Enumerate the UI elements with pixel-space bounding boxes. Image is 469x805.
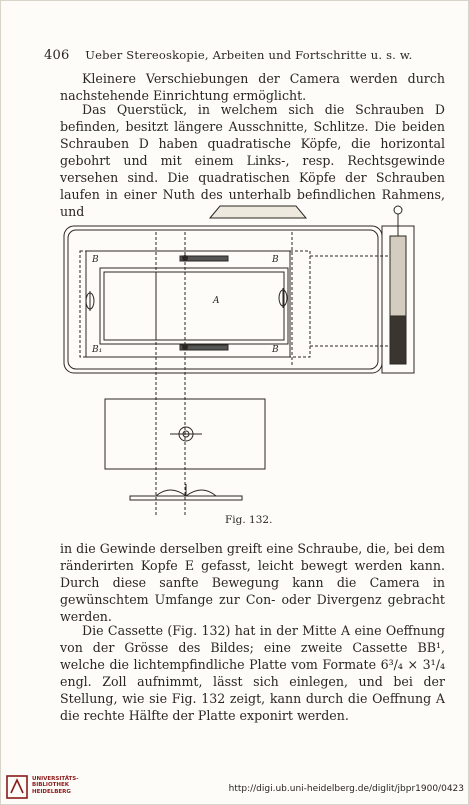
label-b1-bottom-left: B₁ bbox=[92, 345, 103, 355]
running-header bbox=[44, 48, 444, 63]
running-title: Ueber Stereoskopie, Arbeiten und Fortschritte u. s. w. bbox=[85, 48, 413, 62]
label-b-top-left: B bbox=[92, 255, 99, 265]
footer bbox=[0, 768, 469, 805]
paragraph-4: Die Cassette (Fig. 132) hat in der Mitte A eine Oeffnung von der Grösse des Bildes; eine zweite Cassette BB¹, welche die lichtempfindliche Platte vom Formate 6³/₄ × 3¹/₄ engl. Zoll aufnimmt, lässt sich einlegen, und bei der Stellung, wie sie Fig. 132 zeigt, kann durch die Oeffnung A die rechte Hälfte der Platte exponirt werden. bbox=[60, 623, 445, 723]
cassette-drawing bbox=[60, 196, 445, 526]
source-url-link[interactable]: http://digi.ub.uni-heidelberg.de/diglit/jbpr1900/0423 bbox=[228, 784, 464, 794]
paragraph-1: Kleinere Verschiebungen der Camera werden durch nachstehende Einrichtung ermöglicht. bbox=[60, 71, 445, 103]
figure-132 bbox=[60, 196, 445, 526]
label-b-bottom-right: B bbox=[272, 345, 279, 355]
library-name: UNIVERSITÄTS- BIBLIOTHEK HEIDELBERG bbox=[32, 776, 79, 795]
label-b-top-right: B bbox=[272, 255, 279, 265]
figure-caption: Fig. 132. bbox=[225, 514, 273, 526]
library-logo-icon bbox=[6, 775, 28, 799]
paragraph-2: Das Querstück, in welchem sich die Schrauben D befinden, besitzt längere Ausschnitte, Schlitze. Die beiden Schrauben D haben quadratische Köpfe, die horizontal gebohrt und mit einem Links-, resp. Rechtsgewinde versehen sind. Die quadratischen Köpfe der Schrauben laufen in einer Nuth des unterhalb befindlichen Rahmens, und bbox=[60, 102, 445, 219]
page-number: 406 bbox=[44, 48, 70, 63]
paragraph-3: in die Gewinde derselben greift eine Schraube, die, bei dem ränderirten Kopfe E gefasst, leicht bewegt werden kann. Durch diese sanfte Bewegung kann die Camera in gewünschtem Umfange zur Con- oder Divergenz gebracht werden. bbox=[60, 541, 445, 624]
label-a: A bbox=[213, 296, 220, 306]
